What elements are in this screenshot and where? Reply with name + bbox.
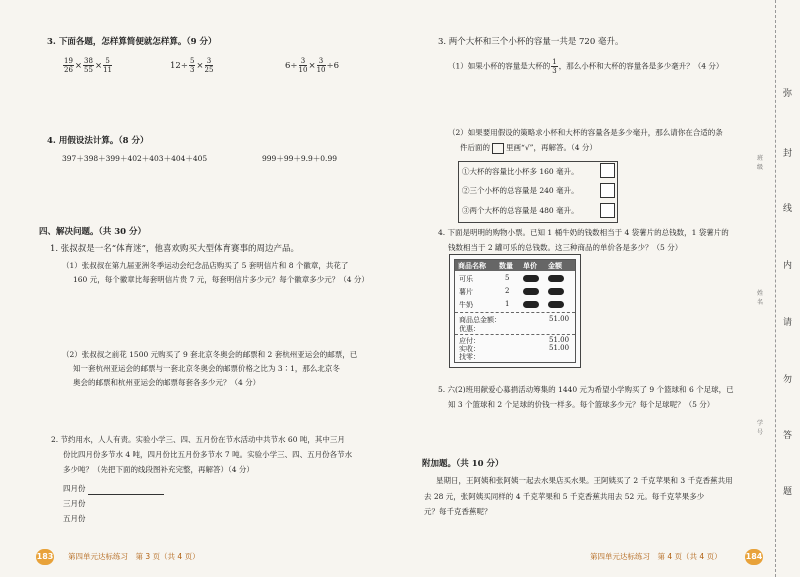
seal-char: 弥	[783, 89, 793, 99]
smudge-icon	[548, 275, 564, 282]
footer-left: 第四单元达标练习 第 3 页（共 4 页）	[68, 552, 200, 561]
seal-char: 勿	[783, 375, 793, 385]
q4-expr2: 999＋99＋9.9＋0.99	[262, 154, 337, 163]
r-q3a: （1）如果小杯的容量是大杯的 $\frac{1}{3}$ ，那么小杯和大杯的容量各是多少毫升？（4 分）	[448, 58, 724, 75]
seal-char: 封	[783, 149, 793, 159]
extra-line1: 星期日，王阿姨和张阿姨一起去水果店买水果。王阿姨买了 2 千克苹果和 3 千克香蕉共用	[436, 476, 733, 485]
footer-right: 第四单元达标练习 第 4 页（共 4 页）	[590, 552, 722, 561]
empty-box-icon	[492, 143, 504, 154]
r-q4-line1: 4. 下面是明明的购物小票。已知 1 桶牛奶的钱数相当于 4 袋薯片的总钱数，1 袋薯片的	[438, 228, 729, 237]
line-diagram-may-label: 五月份	[63, 514, 86, 523]
extra-title: 附加题。（共 10 分）	[422, 459, 504, 469]
p1a-line1: （1）张叔叔在第九届亚洲冬季运动会纪念品店购买了 5 套明信片和 8 个徽章，共花了	[62, 261, 349, 270]
seal-char: 线	[783, 204, 793, 214]
seal-line	[775, 0, 776, 577]
q4-expr1: 397＋398＋399＋402＋403＋404＋405	[62, 154, 208, 163]
receipt-header: 商品名称 数量 单价 金额	[455, 260, 575, 271]
side-label: 姓	[757, 290, 764, 297]
choice-1: ①大杯的容量比小杯多 160 毫升。	[462, 167, 579, 176]
item-name: 薯片	[459, 288, 473, 296]
seal-char: 请	[783, 318, 793, 328]
p1b-line1: （2）张叔叔之前花 1500 元购买了 9 套北京冬奥会的邮票和 2 套杭州亚运会的邮票，已	[62, 350, 358, 359]
item-name: 可乐	[459, 275, 473, 283]
p2-line3: 多少吨？（先把下面的线段图补充完整，再解答）（4 分）	[63, 465, 254, 474]
receipt	[449, 254, 581, 368]
due-label: 应付：	[459, 337, 480, 345]
seal-char: 题	[783, 487, 793, 497]
line-diagram-april: 四月份	[63, 482, 164, 495]
side-label: 学	[757, 420, 764, 427]
p1b-line3: 奥会的邮票和杭州亚运会的邮票每套各多少元？（4 分）	[73, 378, 261, 387]
frac: $\frac{19}{26}$	[64, 57, 73, 74]
q3-expr1: $\frac{19}{26}$ × $\frac{38}{55}$ × $\frac{5}{11}$	[64, 57, 113, 74]
frac: $\frac{38}{55}$	[84, 57, 93, 74]
section4-title: 四、解决问题。（共 30 分）	[39, 227, 146, 237]
seal-char: 答	[783, 431, 793, 441]
discount-label: 优惠：	[459, 325, 480, 333]
q3-title: 3. 下面各题，怎样算简便就怎样算。（9 分）	[47, 37, 217, 47]
r-q5-line1: 5. 六(2)班用献爱心募捐活动筹集的 1440 元为希望小学购买了 9 个篮球和 6 个足球，已	[438, 385, 734, 394]
item-qty: 2	[505, 287, 510, 295]
p1b-line2: 知一套杭州亚运会的邮票与一套北京冬奥会的邮票价格之比为 3∶1，那么北京冬	[73, 364, 340, 373]
r-q5-line2: 知 3 个篮球和 2 个足球的价钱一样多。每个篮球多少元？每个足球呢？（5 分）	[448, 400, 715, 409]
side-label: 级	[757, 164, 764, 171]
change-label: 找零：	[459, 353, 480, 361]
extra-line2: 去 28 元，张阿姨买同样的 4 千克苹果和 5 千克香蕉共用去 52 元。每千克苹果多少	[424, 492, 705, 501]
line-segment	[88, 485, 164, 495]
total-label: 商品总金额：	[459, 316, 501, 324]
paid-value: 51.00	[549, 344, 570, 352]
paid-label: 实收：	[459, 345, 480, 353]
choice-list	[458, 161, 618, 223]
right-page	[400, 0, 800, 577]
item-qty: 5	[505, 274, 510, 282]
seal-char: 内	[783, 261, 793, 271]
choice-3-checkbox[interactable]	[600, 203, 615, 218]
page-number-right: 184	[745, 549, 763, 565]
p2-line2: 份比四月份多节水 4 吨，四月份比五月份多节水 7 吨。实验小学三、四、五月份各节水	[63, 450, 353, 459]
q3-expr3: 6÷ $\frac{3}{10}$ × $\frac{3}{10}$ ÷6	[285, 57, 340, 74]
total-value: 51.00	[549, 315, 570, 323]
line-diagram-march-label: 三月份	[63, 499, 86, 508]
side-label: 号	[757, 429, 764, 436]
p1a-line2: 160 元，每个徽章比每套明信片贵 7 元，每套明信片多少元？每个徽章多少元？（4 分）	[73, 275, 369, 284]
smudge-icon	[523, 301, 539, 308]
choice-2: ②三个小杯的总容量是 240 毫升。	[462, 186, 579, 195]
smudge-icon	[548, 301, 564, 308]
q4-title: 4. 用假设法计算。（8 分）	[47, 136, 149, 146]
r-q3-line1: 3. 两个大杯和三个小杯的容量一共是 720 毫升。	[438, 37, 624, 47]
item-qty: 1	[505, 300, 510, 308]
p2-line1: 2. 节约用水，人人有责。实验小学三、四、五月份在节水活动中共节水 60 吨，其中三月	[51, 435, 345, 444]
extra-line3: 元？每千克香蕉呢？	[424, 507, 492, 516]
frac: $\frac{5}{11}$	[103, 57, 113, 74]
smudge-icon	[523, 275, 539, 282]
item-name: 牛奶	[459, 301, 473, 309]
r-q3b-line1: （2）如果要用假设的策略求小杯和大杯的容量各是多少毫升，那么请你在合适的条	[448, 128, 723, 137]
r-q3b-line2: 件后面的 里画“√”，再解答。（4 分）	[460, 143, 597, 152]
due-value: 51.00	[549, 336, 570, 344]
choice-3: ③两个大杯的总容量是 480 毫升。	[462, 206, 579, 215]
choice-2-checkbox[interactable]	[600, 183, 615, 198]
p1-intro: 1. 张叔叔是一名“体育迷”，他喜欢购买大型体育赛事的周边产品。	[50, 244, 300, 254]
side-label: 名	[757, 299, 764, 306]
page-number-left: 183	[36, 549, 54, 565]
q3-expr2: 12÷ $\frac{5}{3}$ × $\frac{3}{25}$	[170, 57, 214, 74]
smudge-icon	[548, 288, 564, 295]
choice-1-checkbox[interactable]	[600, 163, 615, 178]
side-label: 班	[757, 155, 764, 162]
smudge-icon	[523, 288, 539, 295]
r-q4-line2: 钱数相当于 2 罐可乐的总钱数。这三种商品的单价各是多少？（5 分）	[448, 243, 683, 252]
